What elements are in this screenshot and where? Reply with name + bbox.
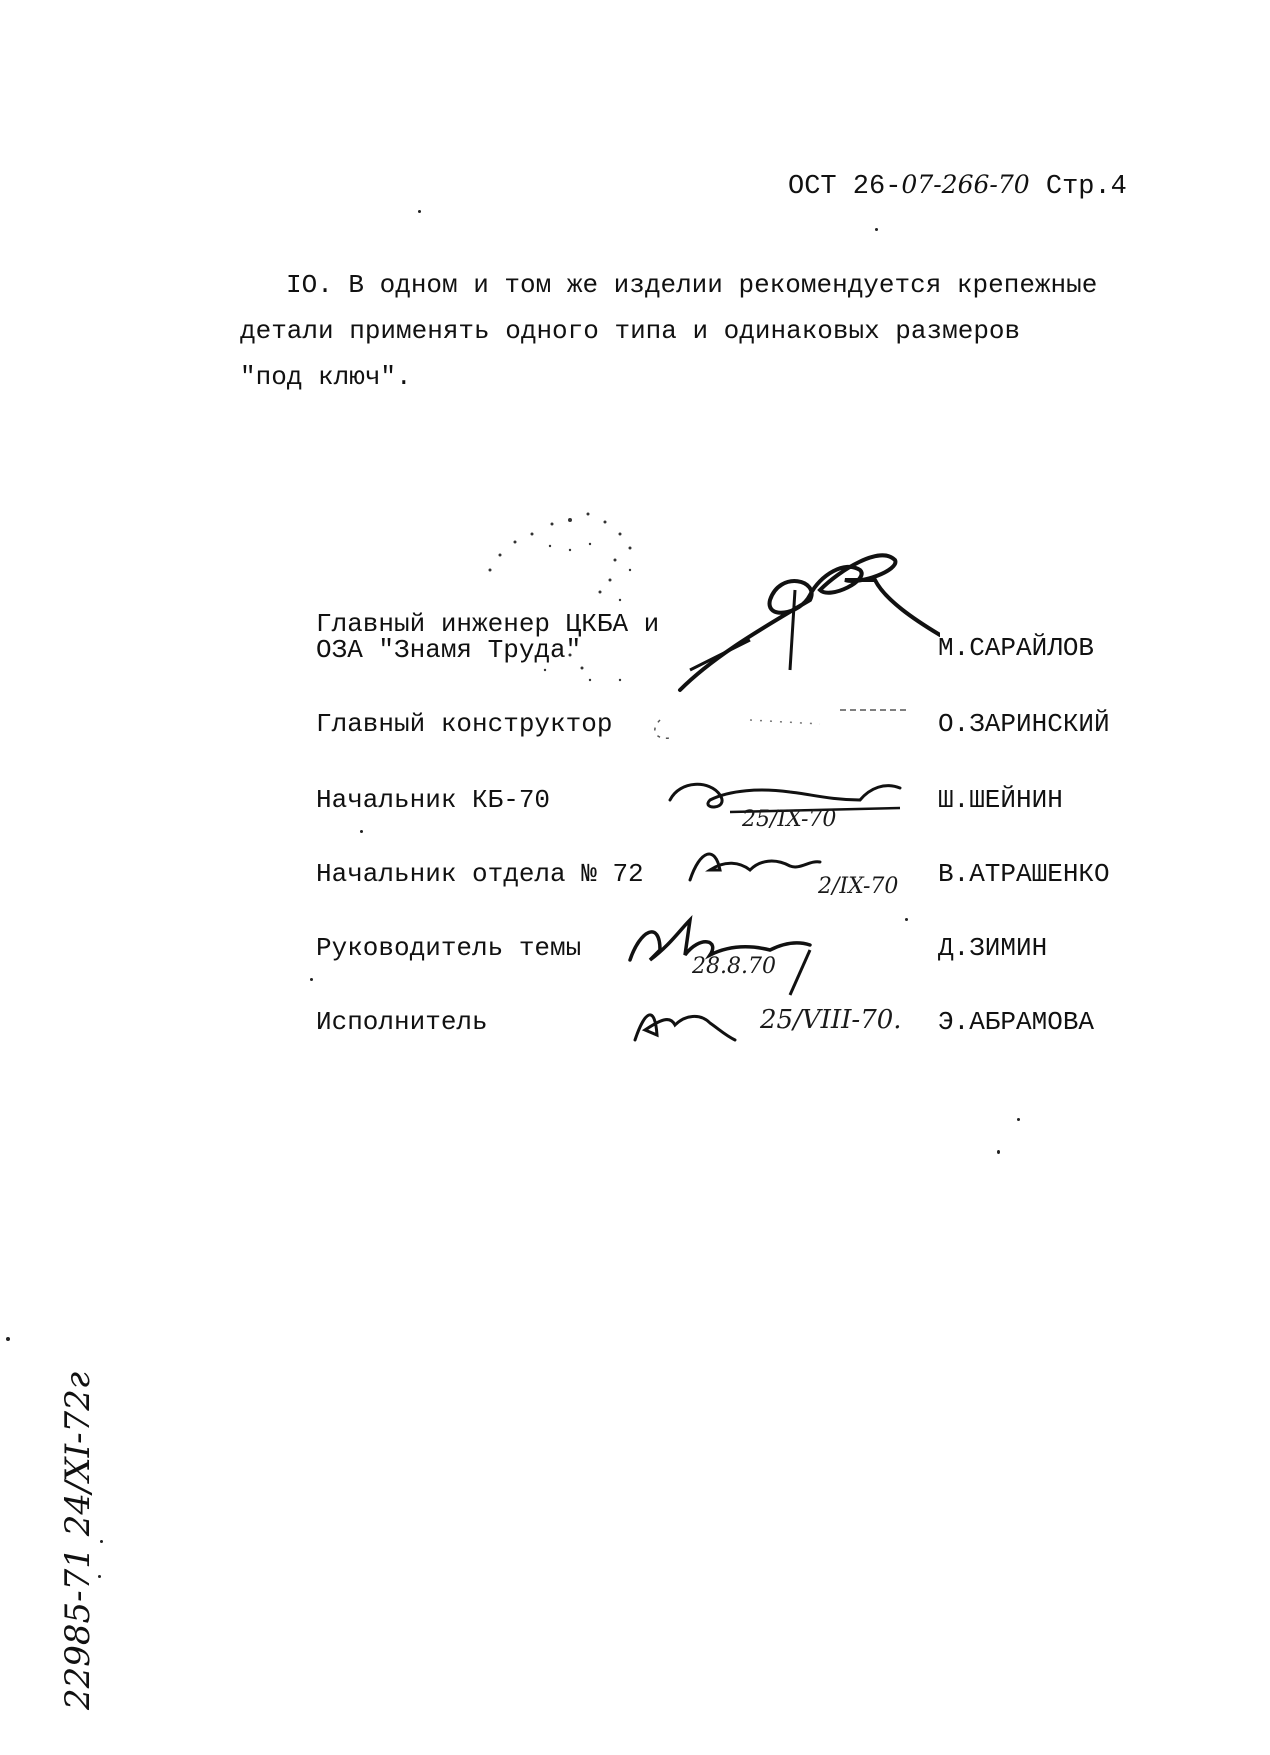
- scan-speck: [875, 228, 878, 231]
- scan-speck: [997, 1150, 1000, 1154]
- signature-atrashenko: [680, 840, 830, 890]
- paragraph-line: "под ключ".: [240, 362, 412, 392]
- signatory-role: [316, 785, 551, 815]
- standard-prefix: ОСТ 26-: [788, 172, 902, 202]
- page-number: Стр.4: [1045, 172, 1127, 202]
- signatory-name: Э.АБРАМОВА: [938, 1007, 1095, 1037]
- signatory-name: О.ЗАРИНСКИЙ: [938, 709, 1110, 739]
- signatory-name: В.АТРАШЕНКО: [938, 859, 1110, 889]
- role-line: Главный конструктор: [316, 709, 613, 739]
- role-line: Руководитель темы: [316, 933, 582, 963]
- clause-paragraph: [240, 262, 1120, 400]
- signature-date: 28.8.70: [692, 954, 776, 979]
- role-line: Начальник КБ-70: [316, 785, 551, 815]
- signature-abramova: [625, 995, 745, 1055]
- signatory-role: [316, 1007, 488, 1037]
- role-line: Главный инженер ЦКБА и: [316, 609, 660, 639]
- scan-speck: [1017, 1118, 1020, 1121]
- scan-speck: [418, 210, 421, 213]
- signature-date: 25/VIII-70.: [760, 1005, 902, 1035]
- signatory-role: [316, 609, 660, 639]
- signatory-role: [316, 933, 582, 963]
- signatory-role: [316, 635, 582, 665]
- scan-speck: [905, 918, 908, 921]
- archive-note-handwritten: 22985-71 24/XI-72г: [58, 1371, 98, 1710]
- signatory-name: Д.ЗИМИН: [938, 933, 1048, 963]
- signature-sarailov: [670, 540, 940, 700]
- scan-speck: [100, 1540, 103, 1543]
- scan-speck: [310, 978, 313, 981]
- signatory-name: Ш.ШЕЙНИН: [938, 785, 1063, 815]
- role-line: ОЗА "Знамя Труда": [316, 635, 582, 665]
- signatory-role: [316, 859, 644, 889]
- scan-speck: [360, 830, 363, 833]
- standard-number-handwritten: 07-266-70: [901, 170, 1030, 199]
- role-line: Исполнитель: [316, 1007, 488, 1037]
- scan-speck: [98, 1575, 101, 1578]
- signature-date: 25/IX-70: [742, 807, 837, 832]
- paragraph-line: детали применять одного типа и одинаковых размеров: [240, 316, 1021, 346]
- signatory-role: [316, 709, 613, 739]
- signature-zarinsky-faint: [640, 700, 920, 750]
- signatory-name: М.САРАЙЛОВ: [938, 633, 1095, 663]
- paragraph-line: IO. В одном и том же изделии рекомендуется крепежные: [286, 270, 1098, 300]
- page-header: [788, 170, 1127, 202]
- stamp-seal: [470, 500, 670, 700]
- role-line: Начальник отдела № 72: [316, 859, 644, 889]
- signature-date: 2/IX-70: [818, 874, 899, 899]
- scan-speck: [6, 1337, 10, 1341]
